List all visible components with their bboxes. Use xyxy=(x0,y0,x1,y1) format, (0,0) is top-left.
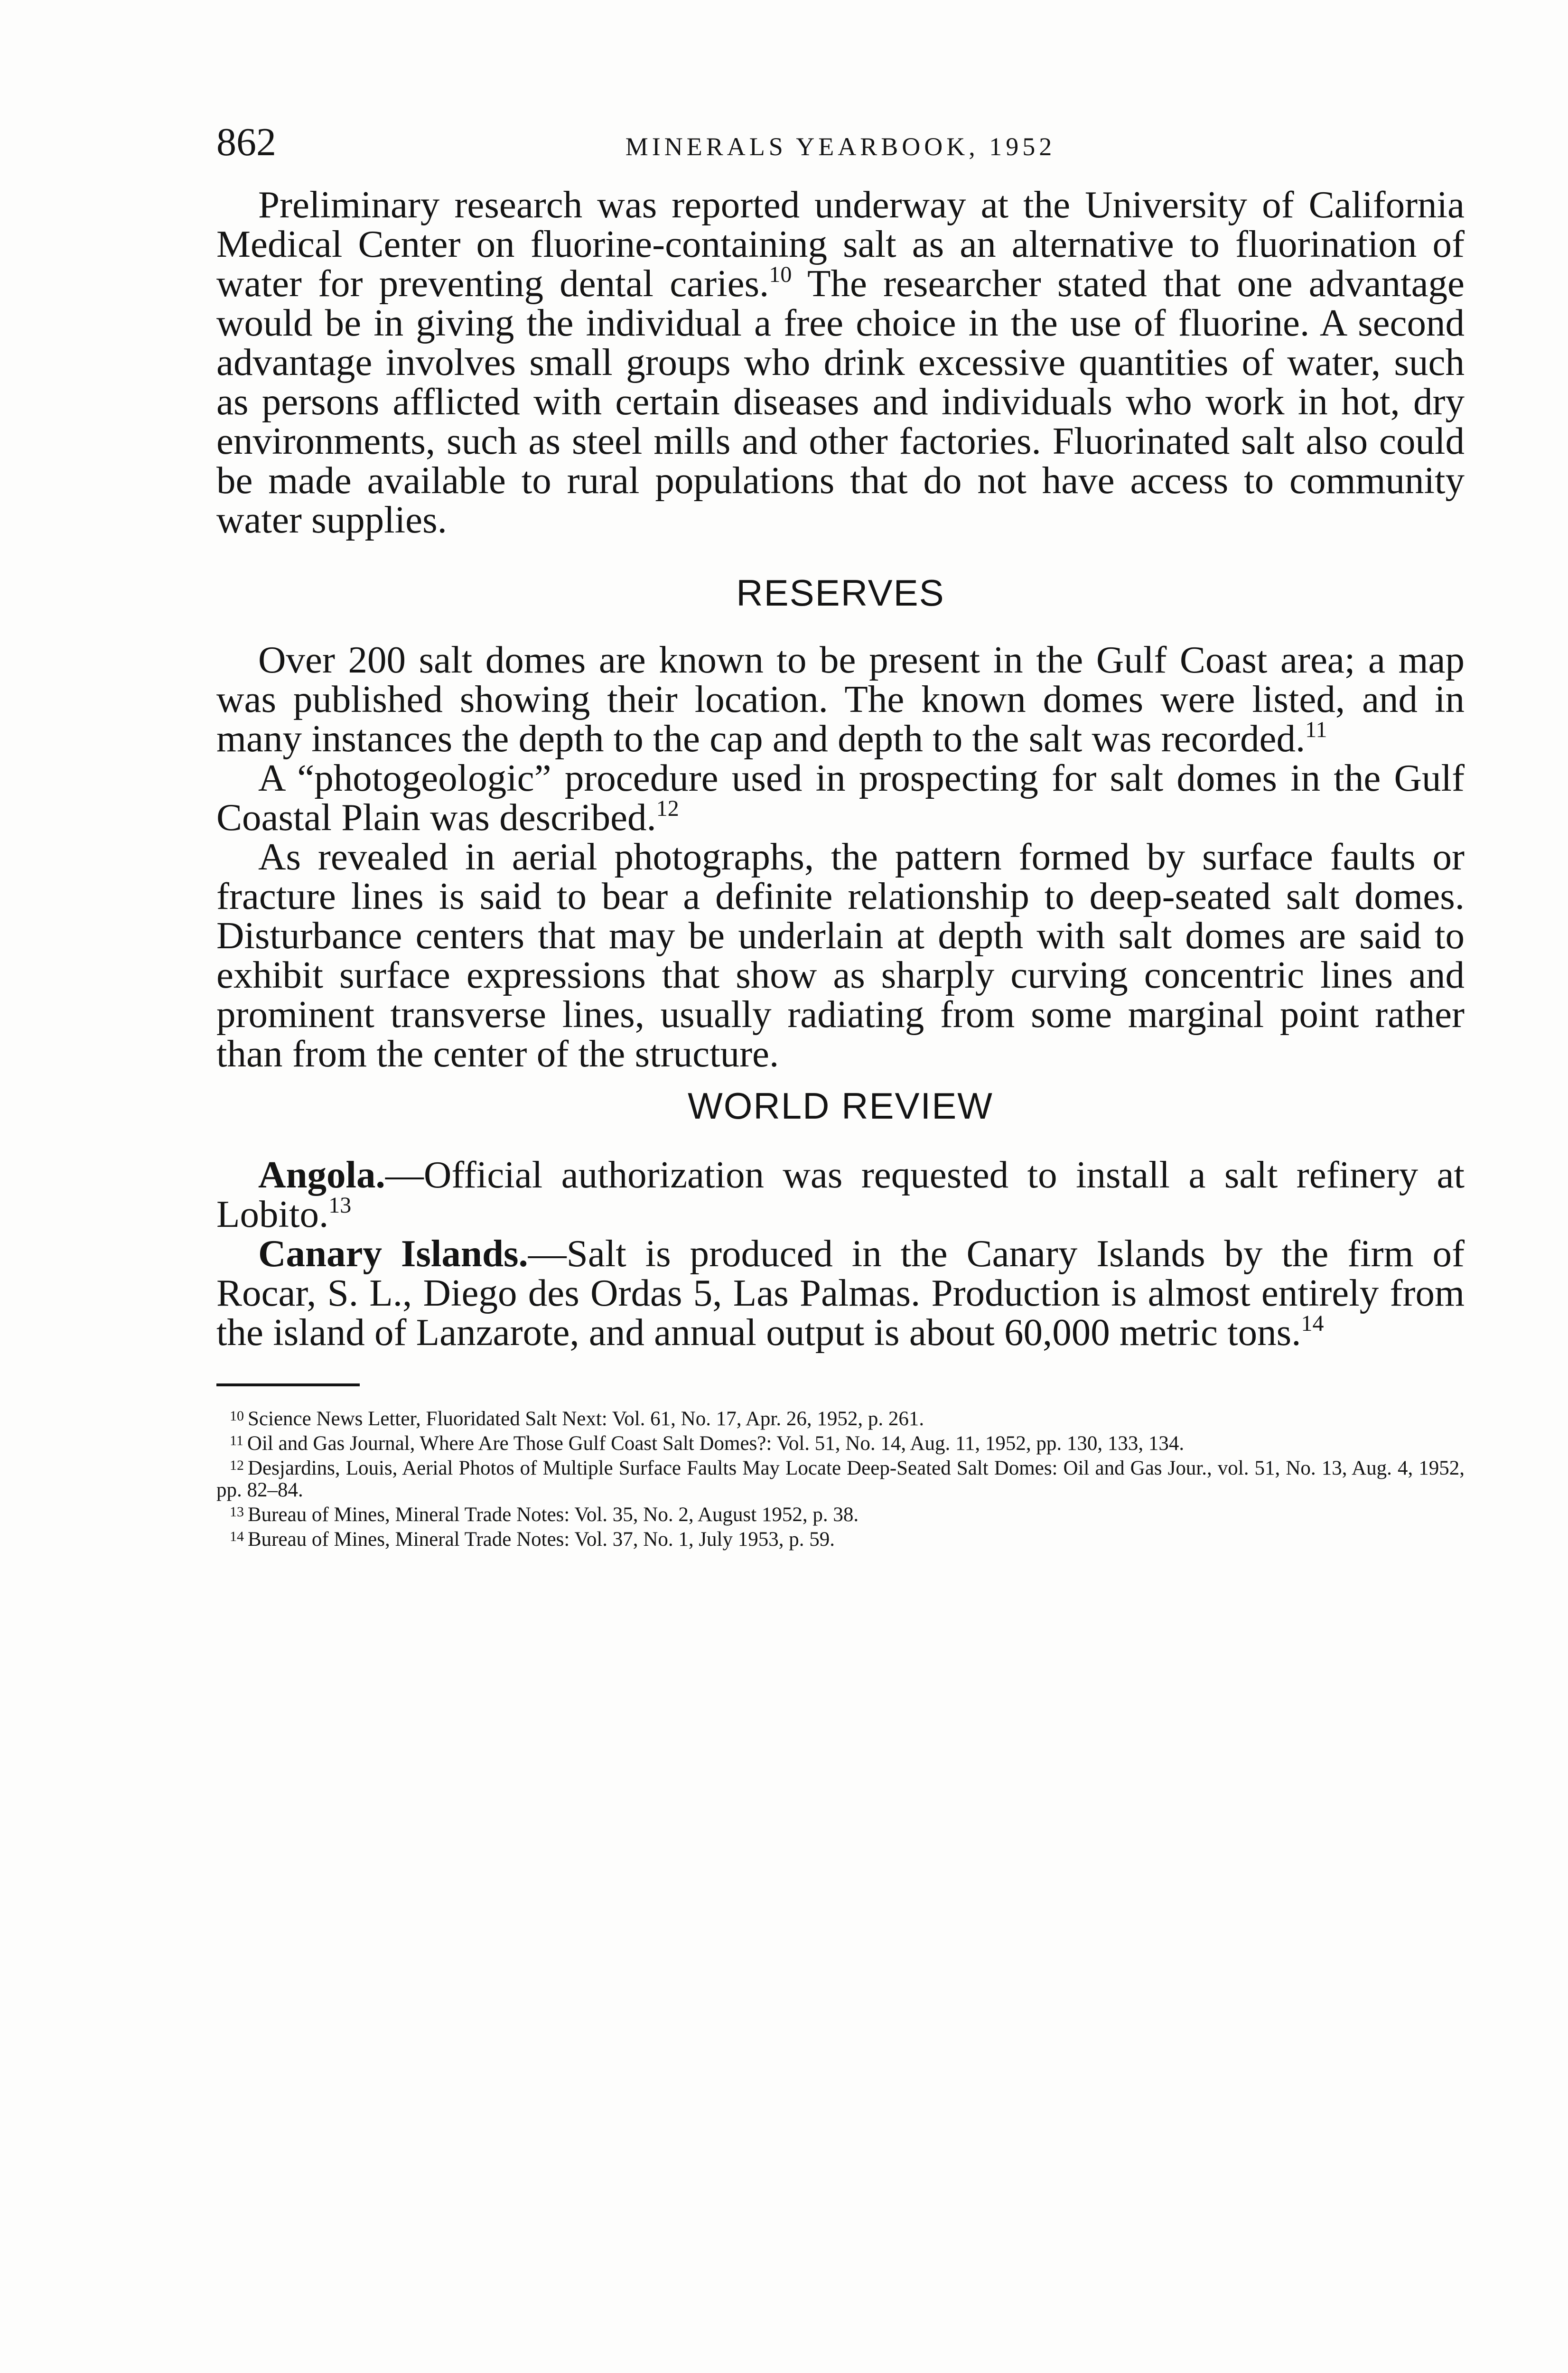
intro-paragraph xyxy=(216,185,1465,540)
footnote-number: 14 xyxy=(230,1529,244,1544)
footnote-ref[interactable]: 14 xyxy=(1301,1311,1324,1336)
footnotes xyxy=(216,1405,1465,1551)
angola-text: —Official authorization was requested to install a salt refinery at Lobito. xyxy=(216,1153,1465,1235)
footnote-text: Science News Letter, Fluoridated Salt Next: Vol. 61, No. 17, Apr. 26, 1952, p. 261. xyxy=(248,1408,924,1430)
reserves-text-2: A “photogeologic” procedure used in prospecting for salt domes in the Gulf Coastal Plain was described. xyxy=(216,757,1465,839)
footnote-number: 13 xyxy=(230,1504,244,1520)
canary-islands-text: —Salt is produced in the Canary Islands by the firm of Rocar, S. L., Diego des Ordas 5, Las Palmas. Production is almost entirely from the island of Lanzarote, and annual output is about 60,000 metric tons. xyxy=(216,1232,1465,1354)
intro-text: Preliminary research was reported underway at the University of California Medical Center on fluorine-containing salt as an alternative to fluorination of water for preventing dental caries. xyxy=(216,183,1465,305)
footnote xyxy=(216,1455,1465,1501)
angola-paragraph xyxy=(216,1155,1465,1234)
country-lead-angola: Angola. xyxy=(258,1153,385,1196)
page-content xyxy=(216,119,1465,1551)
country-lead-canary-islands: Canary Islands. xyxy=(258,1232,528,1275)
intro-text-continued: The researcher stated that one advantage would be in giving the individual a free choice in the use of fluorine. A second advantage involves small groups who drink excessive quantities of water, such as persons afflicted with certain diseases and individuals who work in hot, dry environments, such as steel mills and other factories. Fluorinated salt also could be made available to rural populations that do not have access to community water supplies. xyxy=(216,262,1465,541)
section-heading-world-review: WORLD REVIEW xyxy=(688,1085,993,1127)
footnote-text: Bureau of Mines, Mineral Trade Notes: Vol. 35, No. 2, August 1952, p. 38. xyxy=(248,1504,859,1526)
section-heading-reserves: RESERVES xyxy=(736,572,945,614)
canary-islands-paragraph xyxy=(216,1234,1465,1352)
footnote-number: 12 xyxy=(230,1457,244,1473)
footnote-number: 10 xyxy=(230,1408,244,1424)
footnote-number: 11 xyxy=(230,1433,243,1448)
reserves-text-1: Over 200 salt domes are known to be present in the Gulf Coast area; a map was published showing their location. The known domes were listed, and in many instances the depth to the cap and depth to the salt was recorded. xyxy=(216,638,1465,760)
footnote-ref[interactable]: 13 xyxy=(328,1193,352,1218)
footnote-text: Desjardins, Louis, Aerial Photos of Multiple Surface Faults May Locate Deep-Seated Salt Domes: Oil and Gas Jour., vol. 51, No. 13, Aug. 4, 1952, pp. 82–84. xyxy=(216,1457,1465,1501)
footnote-ref[interactable]: 12 xyxy=(656,796,679,821)
running-title: MINERALS YEARBOOK, 1952 xyxy=(625,132,1056,161)
reserves-paragraph-2 xyxy=(216,758,1465,837)
footnote-ref[interactable]: 11 xyxy=(1305,717,1327,742)
footnote xyxy=(216,1501,1465,1526)
footnote-text: Oil and Gas Journal, Where Are Those Gulf Coast Salt Domes?: Vol. 51, No. 14, Aug. 11, 1952, pp. 130, 133, 134. xyxy=(247,1432,1185,1455)
page-number: 862 xyxy=(216,120,276,164)
footnote xyxy=(216,1405,1465,1430)
footnote xyxy=(216,1526,1465,1551)
reserves-paragraph-1 xyxy=(216,640,1465,758)
footnote-text: Bureau of Mines, Mineral Trade Notes: Vol. 37, No. 1, July 1953, p. 59. xyxy=(248,1528,835,1551)
page-header xyxy=(216,119,1465,166)
footnote xyxy=(216,1430,1465,1455)
footnote-divider xyxy=(216,1383,360,1386)
reserves-paragraph-3: As revealed in aerial photographs, the pattern formed by surface faults or fracture lines is said to bear a definite relationship to deep-seated salt domes. Disturbance centers that may be underlain at depth with salt domes are said to exhibit surface expressions that show as sharply curving concentric lines and prominent transverse lines, usually radiating from some marginal point rather than from the center of the structure. xyxy=(216,835,1465,1075)
footnote-ref[interactable]: 10 xyxy=(769,262,792,287)
